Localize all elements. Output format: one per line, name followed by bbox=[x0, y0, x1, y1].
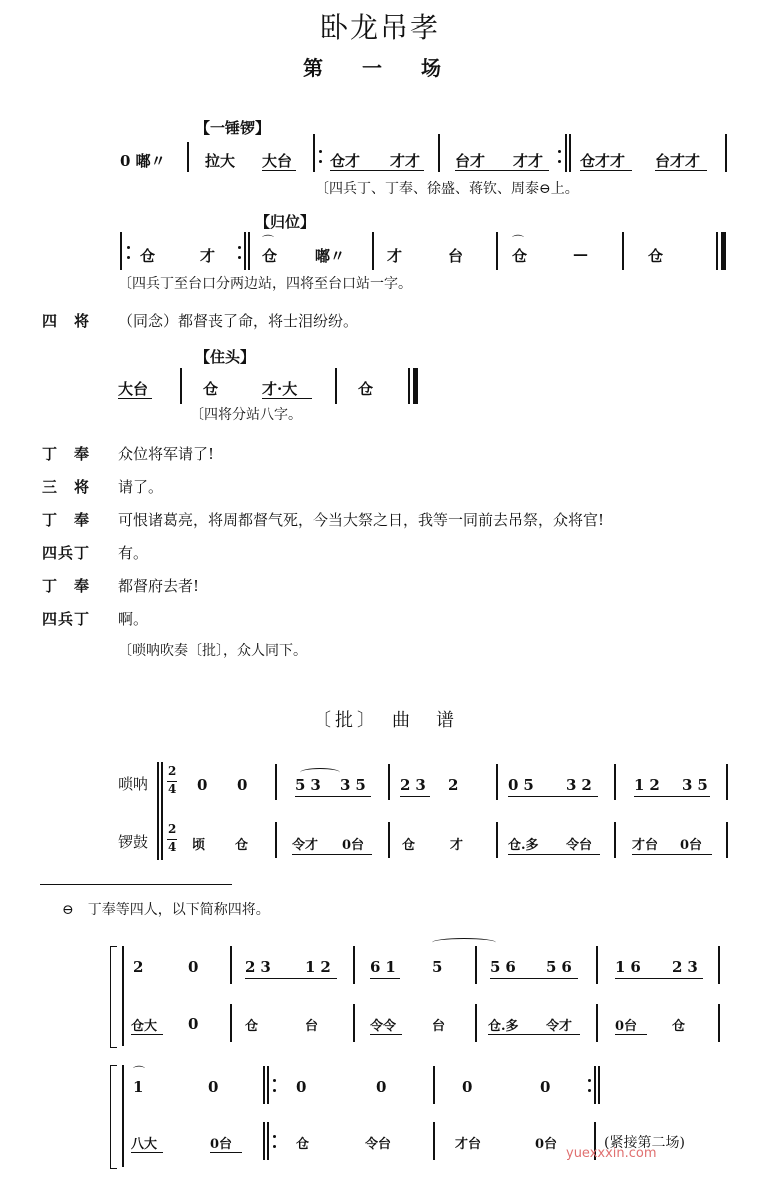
page-title: 卧龙吊孝 bbox=[319, 11, 440, 44]
beam bbox=[131, 1034, 163, 1035]
note: 23 bbox=[400, 776, 431, 794]
note: 0台 bbox=[342, 838, 365, 853]
note: 0 bbox=[208, 1078, 219, 1096]
barline bbox=[726, 822, 728, 858]
beam bbox=[330, 170, 424, 171]
watermark: yuexxxin.com bbox=[566, 1146, 657, 1161]
repeat-dot bbox=[558, 160, 561, 163]
repeat-barline bbox=[263, 1122, 265, 1160]
note: 0台 bbox=[535, 1137, 558, 1152]
beam bbox=[262, 170, 296, 171]
speaker: 四兵丁 bbox=[42, 544, 91, 562]
barline bbox=[433, 1122, 435, 1160]
repeat-dot bbox=[558, 150, 561, 153]
note: 台 bbox=[305, 1019, 319, 1034]
beam bbox=[370, 978, 400, 979]
note: 台才 bbox=[455, 152, 486, 170]
repeat-barline bbox=[313, 134, 315, 172]
repeat-barline bbox=[244, 232, 246, 270]
note: 0 bbox=[188, 958, 199, 976]
note: 仓 bbox=[262, 247, 278, 265]
time-signature: 4 bbox=[168, 840, 177, 854]
barline bbox=[353, 1004, 355, 1042]
system-barline bbox=[161, 762, 163, 860]
cue-label: 【归位】 bbox=[255, 213, 316, 231]
note: 05 bbox=[508, 776, 539, 794]
barline bbox=[725, 134, 727, 172]
beam bbox=[131, 1152, 163, 1153]
note: 2 bbox=[133, 958, 144, 976]
repeat-dot bbox=[127, 256, 130, 259]
stage-direction: 〔唢呐吹奏〔批〕，众人同下。 bbox=[118, 643, 307, 659]
note: 仓.多 bbox=[488, 1019, 519, 1034]
note: — bbox=[573, 245, 588, 263]
note: 嘟〃 bbox=[315, 247, 346, 265]
note: 仓 bbox=[203, 380, 219, 398]
fermata-icon: ⌒ bbox=[133, 1065, 146, 1079]
note: 才才 bbox=[513, 152, 544, 170]
note: 12 bbox=[305, 958, 336, 976]
repeat-dot bbox=[238, 246, 241, 249]
note: 台才才 bbox=[655, 152, 701, 170]
repeat-dot bbox=[273, 1135, 276, 1138]
time-signature: 2 bbox=[168, 822, 177, 836]
slur bbox=[432, 938, 496, 947]
barline bbox=[180, 368, 182, 404]
barline bbox=[496, 232, 498, 270]
barline bbox=[475, 1004, 477, 1042]
beam bbox=[245, 978, 337, 979]
barline bbox=[614, 764, 616, 800]
note: 0 bbox=[188, 1015, 199, 1033]
note: 台 bbox=[432, 1019, 446, 1034]
system-barline bbox=[122, 946, 124, 1046]
repeat-barline bbox=[598, 1066, 600, 1104]
barline bbox=[718, 946, 720, 984]
final-barline bbox=[721, 232, 726, 270]
speaker: 丁 奉 bbox=[42, 511, 91, 529]
barline bbox=[408, 368, 410, 404]
speaker: 四兵丁 bbox=[42, 610, 91, 628]
dialogue-line: 众位将军请了! bbox=[118, 445, 215, 463]
system-brace bbox=[110, 1065, 117, 1169]
instrument-label: 锣鼓 bbox=[118, 833, 149, 851]
note: 16 bbox=[615, 958, 646, 976]
barline bbox=[372, 232, 374, 270]
note: 0 bbox=[296, 1078, 307, 1096]
repeat-barline bbox=[565, 134, 567, 172]
note: 53 bbox=[295, 776, 326, 794]
repeat-dot bbox=[238, 256, 241, 259]
barline bbox=[275, 764, 277, 800]
beam bbox=[488, 1034, 580, 1035]
barline bbox=[388, 764, 390, 800]
barline bbox=[614, 822, 616, 858]
stage-direction: 〔四兵丁、丁奉、徐盛、蒋钦、周泰⊖上。 bbox=[315, 181, 579, 197]
beam bbox=[210, 1152, 242, 1153]
barline bbox=[433, 1066, 435, 1104]
note: 0 bbox=[237, 776, 248, 794]
beam bbox=[632, 854, 712, 855]
dialogue-line: 可恨诸葛亮，将周都督气死，今当大祭之日，我等一同前去吊祭，众将官! bbox=[118, 511, 605, 529]
system-barline bbox=[157, 762, 159, 860]
note: 才台 bbox=[455, 1137, 482, 1152]
barline bbox=[622, 232, 624, 270]
note: 1 bbox=[133, 1078, 144, 1096]
speaker: 丁 奉 bbox=[42, 577, 91, 595]
continuation-note: (紧接第二场) bbox=[604, 1135, 685, 1151]
repeat-barline bbox=[594, 1066, 596, 1104]
barline bbox=[726, 764, 728, 800]
repeat-dot bbox=[319, 160, 322, 163]
system-brace bbox=[110, 946, 117, 1048]
beam bbox=[370, 1034, 402, 1035]
barline bbox=[353, 946, 355, 984]
note: 0 bbox=[462, 1078, 473, 1096]
barline bbox=[718, 1004, 720, 1042]
fermata-icon: ⌒ bbox=[512, 234, 525, 248]
repeat-barline bbox=[263, 1066, 265, 1104]
barline bbox=[596, 1004, 598, 1042]
barline bbox=[496, 822, 498, 858]
final-barline bbox=[413, 368, 418, 404]
note: 35 bbox=[340, 776, 371, 794]
beam bbox=[295, 796, 371, 797]
note: 61 bbox=[370, 958, 401, 976]
beam bbox=[615, 978, 703, 979]
note: 令令 bbox=[370, 1019, 397, 1034]
repeat-barline bbox=[267, 1066, 269, 1104]
note: 令才 bbox=[292, 838, 319, 853]
note: 令台 bbox=[566, 838, 593, 853]
note: 仓 bbox=[672, 1019, 686, 1034]
dialogue-line: 都督府去者! bbox=[118, 577, 200, 595]
beam bbox=[400, 796, 430, 797]
time-signature: 2 bbox=[168, 764, 177, 778]
beam bbox=[455, 170, 549, 171]
note: 5 bbox=[432, 958, 443, 976]
barline bbox=[596, 946, 598, 984]
note: 仓 bbox=[296, 1137, 310, 1152]
note: 仓 bbox=[235, 838, 249, 853]
dialogue-line: 有。 bbox=[118, 544, 149, 562]
repeat-dot bbox=[588, 1089, 591, 1092]
note: 0台 bbox=[210, 1137, 233, 1152]
speaker: 三 将 bbox=[42, 478, 91, 496]
note: 才才 bbox=[390, 152, 421, 170]
note: 八大 bbox=[131, 1137, 158, 1152]
note: 0 bbox=[197, 776, 208, 794]
stage-direction: 〔四兵丁至台口分两边站，四将至台口站一字。 bbox=[118, 276, 412, 292]
note: 0 嘟〃 bbox=[120, 152, 166, 170]
barline bbox=[475, 946, 477, 984]
note: 令才 bbox=[546, 1019, 573, 1034]
repeat-dot bbox=[273, 1089, 276, 1092]
system-barline bbox=[122, 1065, 124, 1167]
repeat-barline bbox=[248, 232, 250, 270]
fermata-icon: ⌒ bbox=[262, 234, 275, 248]
section-heading: 〔批〕 曲 谱 bbox=[313, 710, 458, 731]
note: 仓才才 bbox=[580, 152, 626, 170]
note: 令台 bbox=[365, 1137, 392, 1152]
note: 才·大 bbox=[262, 380, 298, 398]
beam bbox=[508, 796, 598, 797]
dialogue-line: 请了。 bbox=[118, 478, 164, 496]
note: 仓才 bbox=[330, 152, 361, 170]
barline bbox=[187, 142, 189, 172]
barline bbox=[335, 368, 337, 404]
note: 56 bbox=[490, 958, 521, 976]
beam bbox=[655, 170, 707, 171]
note: 顷 bbox=[192, 838, 206, 853]
beam bbox=[118, 398, 152, 399]
note: 35 bbox=[682, 776, 713, 794]
barline bbox=[388, 822, 390, 858]
note: 拉大 bbox=[205, 152, 236, 170]
repeat-dot bbox=[319, 150, 322, 153]
barline bbox=[496, 764, 498, 800]
note: 仓 bbox=[512, 247, 528, 265]
note: 仓 bbox=[245, 1019, 259, 1034]
cue-label: 【一锤锣】 bbox=[195, 119, 271, 137]
barline bbox=[230, 946, 232, 984]
repeat-barline bbox=[267, 1122, 269, 1160]
note: 0 bbox=[376, 1078, 387, 1096]
time-signature: 4 bbox=[168, 782, 177, 796]
note: 才 bbox=[200, 247, 216, 265]
barline bbox=[230, 1004, 232, 1042]
beam bbox=[292, 854, 372, 855]
repeat-barline bbox=[569, 134, 571, 172]
repeat-dot bbox=[588, 1079, 591, 1082]
note: 台 bbox=[448, 247, 464, 265]
barline bbox=[438, 134, 440, 172]
note: 才 bbox=[387, 247, 403, 265]
beam bbox=[262, 398, 312, 399]
beam bbox=[580, 170, 632, 171]
note: 仓 bbox=[402, 838, 416, 853]
scene-heading: 第 一 场 bbox=[303, 56, 457, 80]
barline bbox=[275, 822, 277, 858]
speaker: 丁 奉 bbox=[42, 445, 91, 463]
dialogue-line: （同念）都督丧了命，将士泪纷纷。 bbox=[118, 312, 359, 330]
note: 12 bbox=[634, 776, 665, 794]
beam bbox=[615, 1034, 647, 1035]
beam bbox=[490, 978, 578, 979]
note: 0台 bbox=[615, 1019, 638, 1034]
note: 才 bbox=[450, 838, 464, 853]
note: 56 bbox=[546, 958, 577, 976]
note: 仓大 bbox=[131, 1019, 158, 1034]
speaker: 四 将 bbox=[42, 312, 91, 330]
repeat-dot bbox=[273, 1145, 276, 1148]
instrument-label: 唢呐 bbox=[118, 775, 149, 793]
repeat-dot bbox=[273, 1079, 276, 1082]
note: 32 bbox=[566, 776, 597, 794]
beam bbox=[508, 854, 600, 855]
note: 仓 bbox=[140, 247, 156, 265]
note: 0台 bbox=[680, 838, 703, 853]
note: 大台 bbox=[118, 380, 149, 398]
footnote: ⊖ 丁奉等四人，以下简称四将。 bbox=[62, 902, 270, 918]
beam bbox=[634, 796, 710, 797]
note: 仓.多 bbox=[508, 838, 539, 853]
repeat-barline bbox=[120, 232, 122, 270]
note: 23 bbox=[245, 958, 276, 976]
stage-direction: 〔四将分站八字。 bbox=[190, 407, 302, 423]
note: 仓 bbox=[358, 380, 374, 398]
cue-label: 【住头】 bbox=[195, 348, 256, 366]
barline bbox=[716, 232, 718, 270]
note: 23 bbox=[672, 958, 703, 976]
repeat-dot bbox=[127, 246, 130, 249]
dialogue-line: 啊。 bbox=[118, 610, 149, 628]
footnote-divider bbox=[40, 884, 232, 885]
note: 大台 bbox=[262, 152, 293, 170]
note: 2 bbox=[448, 776, 459, 794]
note: 0 bbox=[540, 1078, 551, 1096]
note: 仓 bbox=[648, 247, 664, 265]
note: 才台 bbox=[632, 838, 659, 853]
